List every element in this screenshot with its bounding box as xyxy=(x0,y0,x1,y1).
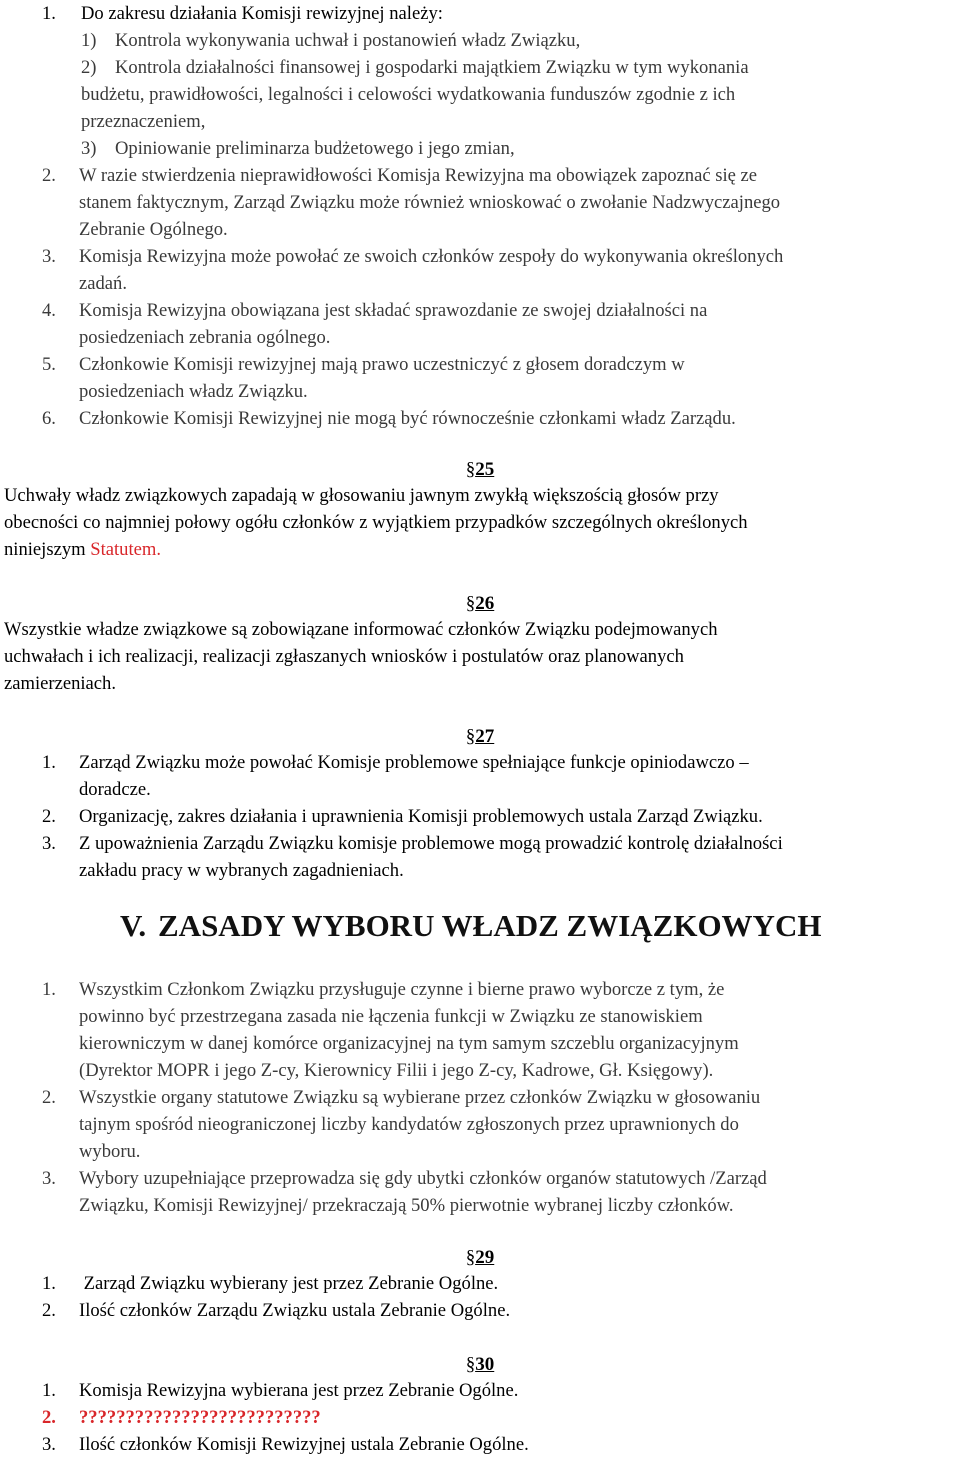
chapter-title: V. ZASADY WYBORU WŁADZ ZWIĄZKOWYCH xyxy=(120,908,822,943)
list-item-line: Zebranie Ogólnego. xyxy=(79,219,228,240)
paragraph-line: uchwałach i ich realizacji, realizacji zgłaszanych wniosków i postulatów oraz planowanych xyxy=(4,646,684,667)
section-heading: §26 xyxy=(465,593,495,614)
list-item-line: Związku, Komisji Rewizyjnej/ przekraczają 50% pierwotnie wybranej liczby członków. xyxy=(79,1195,734,1216)
paragraph-line: obecności co najmniej połowy ogółu członków z wyjątkiem przypadków szczególnych określonych xyxy=(4,512,748,533)
paragraph-line: niniejszym Statutem. xyxy=(4,539,162,560)
section-heading: §30 xyxy=(465,1354,495,1375)
document-page: 1. Do zakresu działania Komisji rewizyjnej należy: 1) Kontrola wykonywania uchwał i postanowień władz Związku, 2) Kontrola działalności finansowej i gospodarki majątkiem Związku w tym wykonania budżetu, prawidłowości, legalności i celowości wydatkowania funduszów zgodnie z ich przeznaczeniem, 3) Opiniowanie preliminarza budżetowego i jego zmian, 2. W razie stwierdzenia nieprawidłowości Komisja Rewizyjna ma obowiązek zapoznać się ze stanem faktycznym, Zarząd Związku może również wnioskować o zwołanie Nadzwyczajnego Zebranie Ogólnego. 3. Komisja Rewizyjna może powołać ze swoich członków zespoły do wykonywania określonych zadań. 4. Komisja Rewizyjna obowiązana jest składać sprawozdanie ze swojej działalności na posiedzeniach zebrania ogólnego. 5. Członkowie Komisji rewizyjnej mają prawo uczestniczyć z głosem doradczym w posiedzeniach władz Związku. 6. Członkowie Komisji Rewizyjnej nie mogą być równocześnie członkami władz Zarządu. §25 Uchwały władz związkowych zapadają w głosowaniu jawnym zwykłą większością głosów przy obecności co najmniej połowy ogółu członków z wyjątkiem przypadków szczególnych określonych niniejszym Statutem. §26 Wszystkie władze związkowe są zobowiązane informować członków Związku podejmowanych uchwałach i ich realizacji, realizacji zgłaszanych wniosków i postulatów oraz planowanych zamierzeniach. §27 1. Zarząd Związku może powołać Komisje problemowe spełniające funkcje opiniodawczo – doradcze. 2. Organizację, zakres działania i uprawnienia Komisji problemowych ustala Zarząd Związku. 3. Z upoważnienia Zarządu Związku komisje problemowe mogą prowadzić kontrolę działalności zakładu pracy w wybranych zagadnieniach. V. ZASADY WYBORU WŁADZ ZWIĄZKOWYCH 1. Wszystkim Członkom Związku przysługuje czynne i bierne prawo wyborcze z tym, że powinno być przestrzegana zasada nie łączenia funkcji w Związku ze stanowiskiem kierowniczym w danej komórce organizacyjnej na tym samym szczeblu organizacyjnym (Dyrektor MOPR i jego Z-cy, Kierownicy Filii i jego Z-cy, Kadrowe, Gł. Księgowy). 2. Wszystkie organy statutowe Związku są wybierane przez członków Związku w głosowaniu tajnym spośród nieograniczonej liczby kandydatów zgłoszonych przez uprawnionych do wyboru. 3. Wybory uzupełniające przeprowadza się gdy ubytki członków organów statutowych /Zarząd Związku, Komisji Rewizyjnej/ przekraczają 50% pierwotnie wybranej liczby członków. §29 1. Zarząd Związku wybierany jest przez Zebranie Ogólne. 2. Ilość członków Zarządu Związku ustala Zebranie Ogólne. §30 1. Komisja Rewizyjna wybierana jest przez Zebranie Ogólne. 2. ?????????????????????????? 3. Ilość członków Komisji Rewizyjnej ustala Zebranie Ogólne. xyxy=(0,0,960,1456)
section-heading: §27 xyxy=(465,726,495,747)
section-heading: §25 xyxy=(465,459,495,480)
list-item-line: wyboru. xyxy=(79,1141,141,1162)
list-item-line: posiedzeniach zebrania ogólnego. xyxy=(79,327,331,348)
list-item-line: doradcze. xyxy=(79,779,151,800)
section-heading: §29 xyxy=(465,1247,495,1268)
paragraph-line: Wszystkie władze związkowe są zobowiązane informować członków Związku podejmowanych xyxy=(4,619,718,640)
paragraph-line: Uchwały władz związkowych zapadają w głosowaniu jawnym zwykłą większością głosów przy xyxy=(4,485,719,506)
paragraph-line: zamierzeniach. xyxy=(4,673,116,694)
list-subitem-line: przeznaczeniem, xyxy=(81,111,206,132)
list-subitem-line: budżetu, prawidłowości, legalności i celowości wydatkowania funduszów zgodnie z ich xyxy=(81,84,736,105)
list-item-line: (Dyrektor MOPR i jego Z-cy, Kierownicy Filii i jego Z-cy, Kadrowe, Gł. Księgowy). xyxy=(79,1060,714,1081)
list-item-line: stanem faktycznym, Zarząd Związku może również wnioskować o zwołanie Nadzwyczajnego xyxy=(79,192,781,213)
list-item-line: posiedzeniach władz Związku. xyxy=(79,381,308,402)
list-item-line: powinno być przestrzegana zasada nie łączenia funkcji w Związku ze stanowiskiem xyxy=(79,1006,703,1027)
list-item-line: zadań. xyxy=(79,273,128,294)
list-item-line: kierowniczym w danej komórce organizacyjnej na tym samym szczeblu organizacyjnym xyxy=(79,1033,739,1054)
list-item-line: tajnym spośród nieograniczonej liczby kandydatów zgłoszonych przez uprawnionych do xyxy=(79,1114,739,1135)
list-item-line: zakładu pracy w wybranych zagadnieniach. xyxy=(79,860,404,881)
